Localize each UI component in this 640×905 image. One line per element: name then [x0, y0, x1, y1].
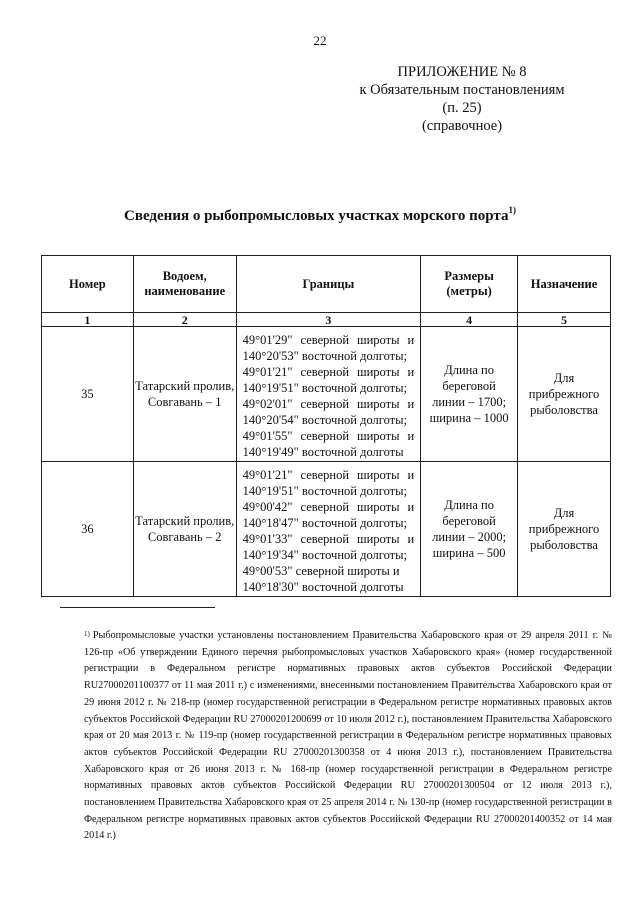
appendix-status: (справочное): [421, 118, 503, 134]
row-purpose: Для прибрежного рыболовства: [518, 462, 611, 597]
coordinate-line: 140°19'49" восточной долготы: [242, 444, 404, 459]
document-title: [0, 205, 640, 225]
row-size: Длина по береговой линии – 1700; ширина – 1000: [421, 327, 518, 462]
coordinate-line: 49°00'42" северной широты и: [242, 499, 415, 514]
coordinate-line: 49°00'53" северной широты и: [242, 563, 400, 578]
footnote: [84, 628, 612, 845]
column-number: 4: [421, 313, 518, 327]
appendix-heading: [332, 63, 592, 135]
coordinate-line: 49°01'55" северной широты и: [242, 428, 415, 443]
row-purpose: Для прибрежного рыболовства: [518, 327, 611, 462]
appendix-paragraph: (п. 25): [442, 100, 482, 116]
column-number: 5: [518, 313, 611, 327]
coordinate-line: 140°19'51" восточной долготы;: [242, 380, 408, 395]
coordinate-line: 49°01'29" северной широты и: [242, 332, 415, 347]
row-number: 36: [42, 462, 134, 597]
coordinate-line: 49°01'21" северной широты и: [242, 467, 415, 482]
table-row: [42, 327, 611, 462]
row-borders: [236, 462, 421, 597]
footnote-divider: [60, 607, 215, 608]
header-number: Номер: [42, 256, 134, 313]
column-number-row: [42, 313, 611, 327]
header-size: Размеры (метры): [421, 256, 518, 313]
footnote-reference: 1): [508, 205, 516, 215]
row-water-body: Татарский пролив, Совгавань – 2: [133, 462, 236, 597]
row-number: 35: [42, 327, 134, 462]
footnote-marker: 1): [84, 630, 90, 638]
appendix-title: ПРИЛОЖЕНИЕ № 8: [397, 64, 527, 80]
coordinate-line: 140°18'30" восточной долготы: [242, 579, 404, 594]
table-header-row: [42, 256, 611, 313]
coordinate-line: 49°01'33" северной широты и: [242, 531, 415, 546]
appendix-reference: к Обязательным постановлениям: [359, 82, 565, 98]
coordinate-line: 49°02'01" северной широты и: [242, 396, 415, 411]
footnote-text: Рыбопромысловые участки установлены постановлением Правительства Хабаровского края от 29 апреля 2011 г. № 126-пр «Об утверждении Единого перечня рыбопромысловых участков Хабаровского края» (номер государственной регистрации в Федеральном регистре нормативных правовых актов субъектов Российской Федерации RU27000201100377 от 11 мая 2011 г.) с изменениями, внесенными постановлением Правительства Хабаровского края от 29 июня 2012 г. № 218-пр (номер государственной регистрации в Федеральном регистре нормативных правовых актов субъектов Российской Федерации RU 27000201200699 от 10 июля 2012 г.), постановлением Правительства Хабаровского края от 20 мая 2013 г. № 119-пр (номер государственной регистрации в Федеральном регистре нормативных правовых актов субъектов Российской Федерации RU 27000201300358 от 4 июня 2013 г.), постановлением Правительства Хабаровского края от 26 июня 2013 г. № 168-пр (номер государственной регистрации в Федеральном регистре нормативных правовых актов субъектов Российской Федерации RU 27000201300504 от 12 июля 2013 г.), постановлением Правительства Хабаровского края от 25 апреля 2014 г. № 130-пр (номер государственной регистрации в Федеральном регистре нормативных правовых актов субъектов Российской Федерации RU 27000201400352 от 14 мая 2014 г.): [84, 630, 612, 842]
row-borders: [236, 327, 421, 462]
column-number: 3: [236, 313, 421, 327]
fishing-areas-table: [41, 255, 611, 597]
row-water-body: Татарский пролив, Совгавань – 1: [133, 327, 236, 462]
coordinate-line: 140°20'53" восточной долготы;: [242, 348, 408, 363]
column-number: 2: [133, 313, 236, 327]
column-number: 1: [42, 313, 134, 327]
header-purpose: Назначение: [518, 256, 611, 313]
header-borders: Границы: [236, 256, 421, 313]
coordinate-line: 140°19'51" восточной долготы;: [242, 483, 408, 498]
coordinate-line: 140°20'54" восточной долготы;: [242, 412, 408, 427]
page-number: 22: [313, 33, 327, 48]
row-size: Длина по береговой линии – 2000; ширина – 500: [421, 462, 518, 597]
coordinate-line: 140°18'47" восточной долготы;: [242, 515, 408, 530]
header-water-body: Водоем, наименование: [133, 256, 236, 313]
coordinate-line: 140°19'34" восточной долготы;: [242, 547, 408, 562]
coordinate-line: 49°01'21" северной широты и: [242, 364, 415, 379]
table-row: [42, 462, 611, 597]
document-title-text: Сведения о рыбопромысловых участках морского порта: [124, 208, 509, 224]
